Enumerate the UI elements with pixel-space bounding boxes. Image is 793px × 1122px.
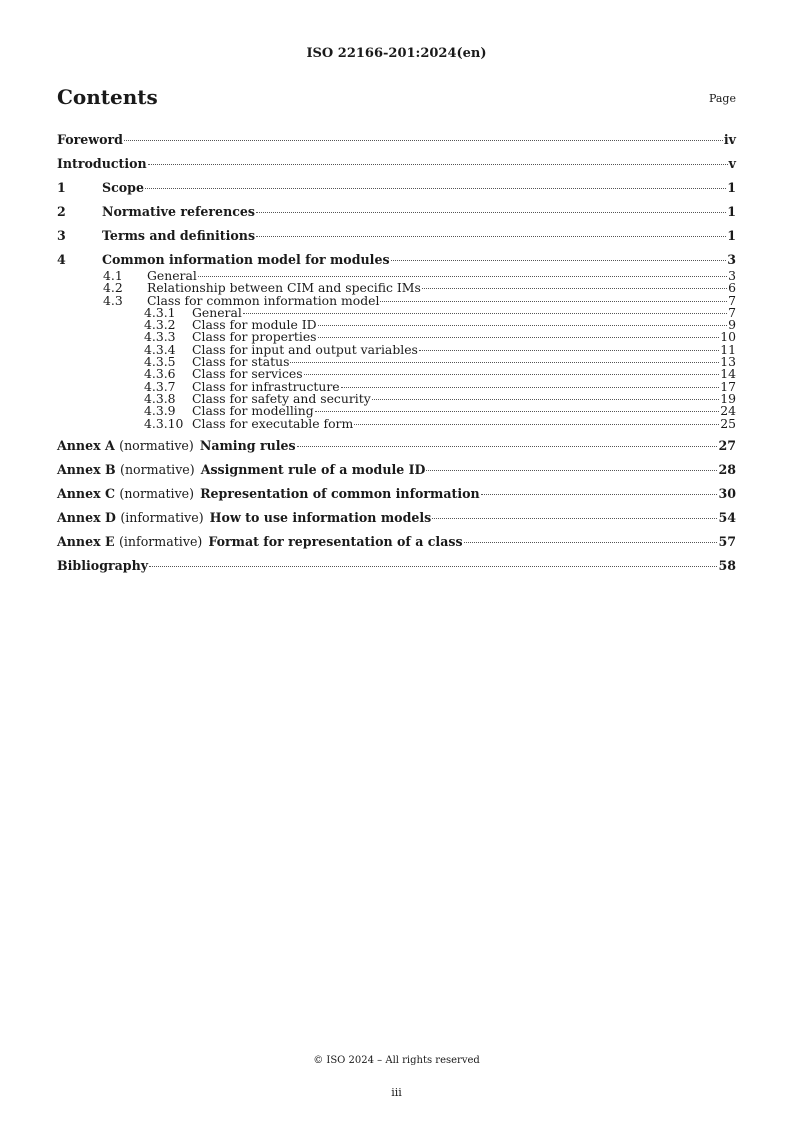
toc-entry-page: 1 xyxy=(727,228,736,243)
annex-label: Annex E xyxy=(57,533,115,549)
toc-entry-title: Class for common information model xyxy=(147,292,380,308)
annex-label: Annex B xyxy=(57,461,116,477)
toc-entry-page: 9 xyxy=(728,317,736,333)
dot-leader xyxy=(318,337,720,338)
toc-entry-page: iv xyxy=(723,132,736,147)
toc-entry-title: Introduction xyxy=(57,156,147,171)
table-of-contents xyxy=(57,128,736,578)
dot-leader xyxy=(354,424,719,425)
annex-kind: (informative) xyxy=(120,509,204,525)
toc-entry-page: 25 xyxy=(720,415,736,431)
dot-leader xyxy=(426,470,717,471)
toc-entry-page: 58 xyxy=(718,557,736,573)
toc-entry-page: 24 xyxy=(720,403,736,419)
dot-leader xyxy=(145,188,726,189)
dot-leader xyxy=(341,387,720,388)
toc-entry-number: 4.1 xyxy=(103,268,123,283)
dot-leader xyxy=(315,411,720,412)
dot-leader xyxy=(318,325,728,326)
toc-entry-page: 1 xyxy=(727,180,736,195)
toc-entry-page: 3 xyxy=(727,252,736,267)
toc-entry-number: 4.3.9 xyxy=(144,403,176,419)
toc-entry-4-3-10[interactable] xyxy=(57,415,736,431)
toc-entry-clause-3[interactable] xyxy=(57,224,736,248)
toc-entry-page: v xyxy=(728,156,736,171)
toc-entry-title: Relationship between CIM and specific IMs xyxy=(147,280,421,296)
toc-entry-number: 4.3.2 xyxy=(144,317,176,333)
copyright-notice: © ISO 2024 – All rights reserved xyxy=(313,1055,480,1066)
toc-entry-page: 1 xyxy=(727,204,736,219)
toc-entry-page: 13 xyxy=(720,354,736,370)
annex-label: Annex A xyxy=(57,437,115,453)
toc-entry-title: Class for properties xyxy=(192,329,317,345)
toc-entry-title: Class for safety and security xyxy=(192,390,371,406)
toc-entry-title: Terms and definitions xyxy=(102,228,256,243)
dot-leader xyxy=(256,212,726,213)
toc-entry-number: 4.3.6 xyxy=(144,366,176,382)
document-id-header: ISO 22166-201:2024(en) xyxy=(306,46,487,61)
dot-leader xyxy=(422,288,727,289)
dot-leader xyxy=(297,446,718,447)
dot-leader xyxy=(290,362,719,363)
toc-entry-number: 4.3 xyxy=(103,292,123,308)
annex-kind: (normative) xyxy=(119,437,194,453)
dot-leader xyxy=(419,350,719,351)
annex-kind: (informative) xyxy=(118,533,203,549)
dot-leader xyxy=(432,518,717,519)
toc-entry-title: Class for modelling xyxy=(192,403,314,419)
dot-leader xyxy=(124,140,723,141)
toc-entry-title: Class for module ID xyxy=(192,317,317,333)
toc-entry-title: Normative references xyxy=(102,204,256,219)
toc-entry-title: Class for status xyxy=(192,354,290,370)
toc-entry-page: 14 xyxy=(720,366,736,382)
dot-leader xyxy=(391,260,727,261)
annex-label: Annex C xyxy=(57,485,116,501)
toc-entry-page: 11 xyxy=(720,341,736,357)
toc-entry-page: 3 xyxy=(728,268,736,283)
page-column-label: Page xyxy=(708,92,736,105)
toc-entry-title: General xyxy=(147,268,197,283)
dot-leader xyxy=(481,494,718,495)
toc-entry-introduction[interactable] xyxy=(57,152,736,176)
toc-entry-number: 3 xyxy=(57,228,66,243)
toc-entry-annex-d[interactable] xyxy=(57,506,736,530)
toc-entry-title: How to use information models xyxy=(209,509,432,525)
dot-leader xyxy=(243,313,727,314)
toc-entry-bibliography[interactable] xyxy=(57,554,736,578)
dot-leader xyxy=(304,374,720,375)
toc-entry-title: Scope xyxy=(102,180,144,195)
dot-leader xyxy=(256,236,726,237)
toc-entry-number: 4.3.7 xyxy=(144,378,176,394)
toc-entry-title: Format for representation of a class xyxy=(208,533,463,549)
toc-entry-page: 17 xyxy=(720,378,736,394)
toc-entry-clause-2[interactable] xyxy=(57,200,736,224)
toc-entry-number: 4.3.5 xyxy=(144,354,176,370)
toc-entry-page: 28 xyxy=(718,461,736,477)
toc-entry-title: Naming rules xyxy=(199,437,296,453)
dot-leader xyxy=(380,301,727,302)
toc-entry-title: General xyxy=(192,304,242,320)
toc-entry-page: 6 xyxy=(728,280,736,296)
toc-entry-page: 57 xyxy=(718,533,736,549)
toc-entry-annex-a[interactable] xyxy=(57,434,736,458)
toc-entry-title: Common information model for modules xyxy=(102,252,390,267)
toc-entry-title: Class for services xyxy=(192,366,303,382)
dot-leader xyxy=(149,566,717,567)
toc-entry-page: 7 xyxy=(728,292,736,308)
toc-entry-page: 10 xyxy=(720,329,736,345)
toc-entry-title: Class for executable form xyxy=(192,415,354,431)
toc-entry-number: 4.3.10 xyxy=(144,415,184,431)
toc-entry-number: 4.2 xyxy=(103,280,123,296)
toc-entry-page: 30 xyxy=(718,485,736,501)
toc-entry-annex-e[interactable] xyxy=(57,530,736,554)
toc-entry-page: 7 xyxy=(728,304,736,320)
page-number: iii xyxy=(391,1086,402,1099)
toc-entry-title: Assignment rule of a module ID xyxy=(200,461,426,477)
annex-kind: (normative) xyxy=(119,485,195,501)
annex-label: Annex D xyxy=(57,509,116,525)
dot-leader xyxy=(198,276,727,277)
dot-leader xyxy=(464,542,718,543)
toc-entry-number: 4 xyxy=(57,252,66,267)
toc-entry-title: Class for input and output variables xyxy=(192,341,418,357)
toc-entry-foreword[interactable] xyxy=(57,128,736,152)
toc-entry-page: 54 xyxy=(718,509,736,525)
contents-title: Contents xyxy=(57,85,158,109)
toc-entry-title: Representation of common information xyxy=(200,485,480,501)
toc-entry-number: 4.3.8 xyxy=(144,390,176,406)
toc-entry-title: Class for infrastructure xyxy=(192,378,340,394)
toc-entry-clause-1[interactable] xyxy=(57,176,736,200)
toc-entry-number: 4.3.1 xyxy=(144,304,176,320)
toc-entry-annex-b[interactable] xyxy=(57,458,736,482)
dot-leader xyxy=(148,164,728,165)
toc-entry-number: 4.3.3 xyxy=(144,329,176,345)
annex-kind: (normative) xyxy=(120,461,195,477)
toc-entry-title: Bibliography xyxy=(57,557,149,573)
dot-leader xyxy=(372,399,720,400)
toc-entry-page: 19 xyxy=(720,390,736,406)
toc-entry-title: Foreword xyxy=(57,132,123,147)
toc-entry-annex-c[interactable] xyxy=(57,482,736,506)
toc-entry-number: 4.3.4 xyxy=(144,341,176,357)
toc-entry-number: 2 xyxy=(57,204,66,219)
toc-entry-page: 27 xyxy=(718,437,736,453)
toc-entry-number: 1 xyxy=(57,180,66,195)
